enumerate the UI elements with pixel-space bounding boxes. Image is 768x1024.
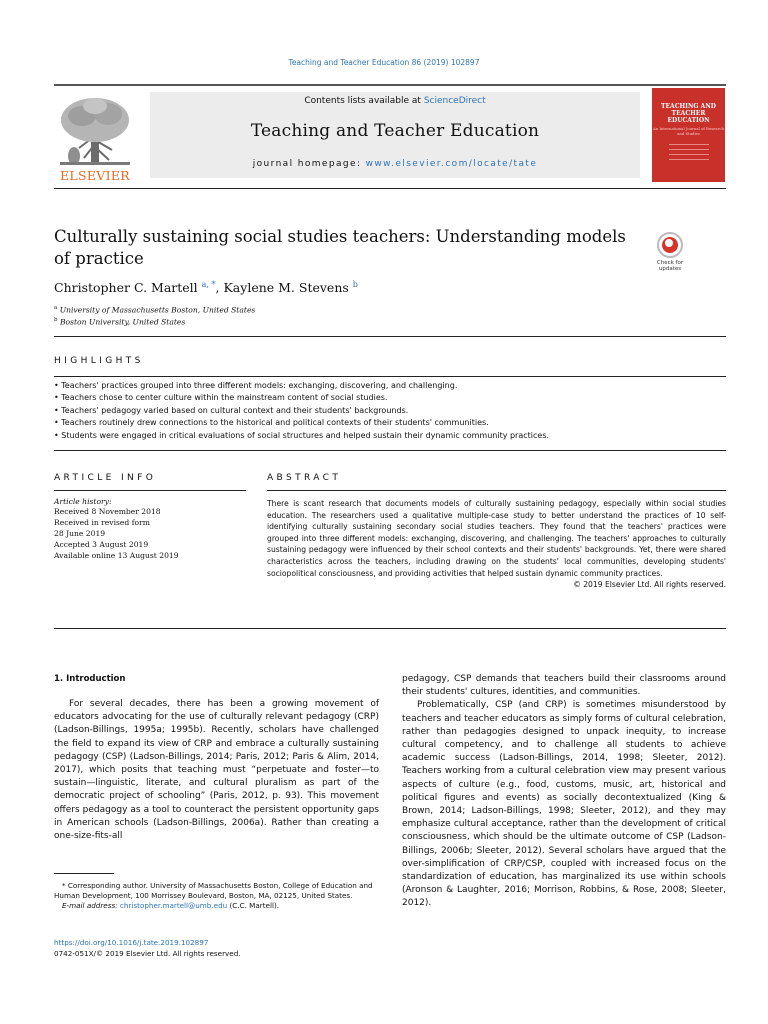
author-affiliation-link[interactable]: b: [352, 280, 358, 289]
email-label: E-mail address:: [62, 901, 120, 911]
email-line: [54, 901, 379, 911]
highlights-heading: HIGHLIGHTS: [54, 356, 144, 366]
highlight-item: • Students were engaged in critical evaluations of social structures and helped sustain their dynamic community practices.: [54, 431, 550, 440]
article-info-heading: ARTICLE INFO: [54, 473, 157, 483]
check-updates-icon: [657, 232, 683, 258]
highlight-text: Teachers chose to center culture within the mainstream content of social studies.: [61, 393, 388, 402]
contents-line: [150, 96, 640, 106]
doi-link[interactable]: https://doi.org/10.1016/j.tate.2019.102897: [54, 938, 209, 947]
intro-right-column: [402, 673, 726, 911]
homepage-label: journal homepage:: [252, 159, 366, 169]
author-list: Christopher C. Martell $^{a, *}$, Kaylene M. Stevens $^b$: [54, 280, 358, 296]
author-name: Kaylene M. Stevens: [223, 280, 349, 296]
masthead-divider: [54, 188, 726, 189]
article-title: Culturally sustaining social studies teachers: Understanding models of practice: [54, 227, 626, 268]
masthead: [54, 84, 726, 188]
elsevier-logo: [54, 92, 136, 182]
corresponding-author-footnote: [54, 881, 379, 912]
abstract: [267, 498, 726, 591]
highlight-text: Teachers' pedagogy varied based on cultural context and their students' backgrounds.: [61, 406, 409, 415]
history-line: Accepted 3 August 2019: [54, 540, 149, 549]
divider: [54, 336, 726, 337]
affiliation: [54, 305, 255, 315]
paragraph: Problematically, CSP (and CRP) is sometimes misunderstood by teachers and teacher educators as simply forms of cultural celebration, rather than pedagogies designed to unpack inequity, to increase cultural competency, and to challenge all students to achieve academic success (Ladson-Billings, 2014, 1998; Sleeter, 2012). Teachers working from a cultural celebration view may present various aspects of culture (e.g., food, customs, music, art, historical and political figures and events) as socially decontextualized (King & Brown, 2014; Ladson-Billings, 1998; Sleeter, 2012), and they may emphasize cultural acceptance, rather than the development of critical consciousness, which should be the ultimate outcome of CSP (Ladson-Billings, 2006b; Sleeter, 2012). Several scholars have argued that the over-simplification of CRP/CSP, coupled with increased focus on the standardization of education, has marginalized its use within schools (Aronson & Laughter, 2016; Morrison, Robbins, & Rose, 2008; Sleeter, 2012).: [402, 700, 726, 909]
author-affiliation-link[interactable]: a, *: [201, 280, 216, 289]
issn-line: 0742-051X/© 2019 Elsevier Ltd. All rights reserved.: [54, 949, 241, 958]
abstract-heading: ABSTRACT: [267, 473, 342, 483]
journal-banner: [150, 92, 640, 178]
footnote-text: * Corresponding author. University of Massachusetts Boston, College of Education and Human Development, 100 Morrissey Boulevard, Boston, MA, 02125, United States.: [54, 881, 373, 901]
highlight-text: Teachers routinely drew connections to the historical and political contexts of their students' communities.: [61, 418, 489, 427]
article-history-label: Article history:: [54, 497, 112, 506]
highlight-item: • Teachers chose to center culture within the mainstream content of social studies.: [54, 393, 388, 402]
divider: [54, 376, 726, 377]
highlight-item: • Teachers' practices grouped into three different models: exchanging, discovering, and challenging.: [54, 381, 458, 390]
affiliation-text: Boston University, United States: [59, 317, 186, 327]
section-heading: 1. Introduction: [54, 674, 126, 684]
history-line: 28 June 2019: [54, 529, 106, 538]
cover-decoration: [669, 144, 709, 160]
divider: [267, 490, 726, 491]
affiliation-text: University of Massachusetts Boston, United States: [59, 305, 256, 315]
divider: [54, 450, 726, 451]
email-suffix: (C.C. Martell).: [227, 901, 280, 911]
check-for-updates-button[interactable]: [652, 232, 688, 274]
abstract-copyright: © 2019 Elsevier Ltd. All rights reserved.: [573, 580, 726, 590]
journal-cover[interactable]: [652, 88, 725, 182]
history-line: Received 8 November 2018: [54, 507, 161, 516]
intro-left-column: [54, 698, 379, 843]
highlight-item: • Teachers routinely drew connections to the historical and political contexts of their students' communities.: [54, 418, 489, 427]
affiliation-mark: a: [54, 305, 58, 311]
homepage-link[interactable]: www.elsevier.com/locate/tate: [365, 159, 538, 169]
paragraph: pedagogy, CSP demands that teachers build their classrooms around their students' cultures, identities, and communities.: [402, 674, 726, 698]
highlight-text: Teachers' practices grouped into three different models: exchanging, discovering, and challenging.: [61, 381, 458, 390]
divider: [54, 490, 246, 491]
history-line: Received in revised form: [54, 518, 150, 527]
divider: [54, 628, 726, 629]
footnote-rule: [54, 873, 114, 874]
abstract-body: There is scant research that documents models of culturally sustaining pedagogy, especially within social studies education. The researchers used a qualitative multiple-case study to better understand the practices of 10 self-identifying culturally sustaining secondary social studies teachers. They found that the teachers' practices were grouped into three different models: exchanging, discovering, and challenging. The teachers' approaches to culturally sustaining pedagogy were influenced by their school contexts and their students' backgrounds. Yet, there were shared characteristics across the teachers, including drawing on the students' local communities, developing students' sociopolitical consciousness, and providing activities that helped sustain dynamic community practices.: [267, 499, 726, 578]
sciencedirect-link[interactable]: ScienceDirect: [423, 96, 486, 106]
journal-title: Teaching and Teacher Education: [250, 121, 540, 141]
affiliation-mark: b: [54, 317, 58, 323]
publisher-name: ELSEVIER: [59, 168, 130, 183]
journal-citation[interactable]: Teaching and Teacher Education 86 (2019) 102897: [288, 58, 480, 67]
homepage-line: [150, 159, 640, 169]
check-updates-label: Check for updates: [656, 260, 684, 272]
cover-title: TEACHING AND TEACHER EDUCATION: [661, 103, 716, 124]
article-history: [54, 497, 254, 561]
cover-subtitle: An International Journal of Research and Studies: [653, 126, 724, 136]
contents-prefix: Contents lists available at: [304, 96, 424, 106]
affiliation: [54, 317, 185, 327]
email-link[interactable]: christopher.martell@umb.edu: [119, 901, 228, 911]
paragraph: For several decades, there has been a growing movement of educators advocating for the use of culturally relevant pedagogy (CRP) (Ladson-Billings, 1995a; 1995b). Recently, scholars have challenged the field to expand its view of CRP and embrace a culturally sustaining pedagogy (CSP) (Ladson-Billings, 2014; Paris, 2012; Paris & Alim, 2014, 2017), which posits that teaching must “perpetuate and foster—to sustain—linguistic, literate, and cultural pluralism as part of the democratic project of schooling” (Paris, 2012, p. 93). This movement offers pedagogy as a tool to counteract the persistent opportunity gaps in American schools (Ladson-Billings, 2006a). Rather than creating a one-size-fits-all: [54, 699, 379, 842]
highlight-item: • Teachers' pedagogy varied based on cultural context and their students' backgrounds.: [54, 406, 409, 415]
author-name: Christopher C. Martell: [54, 280, 198, 296]
history-line: Available online 13 August 2019: [54, 551, 179, 560]
highlight-text: Students were engaged in critical evaluations of social structures and helped sustain their dynamic community practices.: [61, 431, 550, 440]
